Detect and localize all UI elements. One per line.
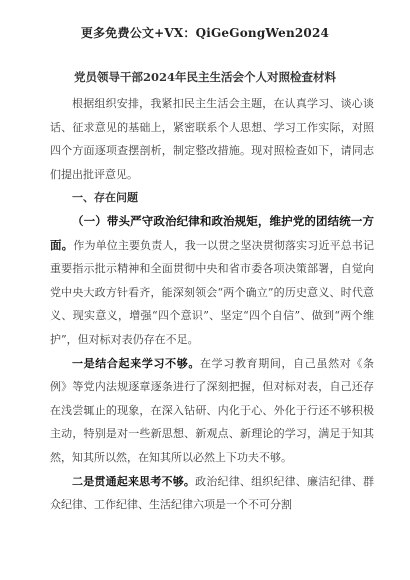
intro-paragraph: 根据组织安排，我紧扣民主生活会主题，在认真学习、谈心谈话、征求意见的基础上，紧密联系个人思想、学习工作实际，对照四个方面逐项查摆剖析，制定整改措施。现对照检查如下，请同志们提出批评意见。 bbox=[50, 97, 374, 181]
point-paragraph-1 bbox=[50, 352, 374, 470]
point-lead-1: 一是结合起来学习不够。 bbox=[72, 356, 201, 370]
subsection-text: 作为单位主要负责人，我一以贯之坚决贯彻落实习近平总书记重要指示批示精神和全面贯彻中央和省市委各项决策部署，自觉向党中央大政方针看齐，能深刻领会“两个确立”的历史意义、时代意义、现实意义，增强“四个意识”、坚定“四个自信”、做到“两个维护”，但对标对表仍存在不足。 bbox=[50, 238, 375, 346]
point-lead-2: 二是贯通起来思考不够。 bbox=[72, 474, 196, 488]
subsection-paragraph bbox=[50, 210, 374, 352]
promo-banner: 更多免费公文+VX：QiGeGongWen2024 bbox=[80, 26, 330, 40]
point-text-2: 政治纪律、组织纪律、廉洁纪律、群众纪律、工作纪律、生活纪律六项是一个不可分割 bbox=[50, 474, 375, 512]
point-text-1: 在学习教育期间，自己虽然对《条例》等党内法规逐章逐条进行了深刻把握，但对标对表，自己还存在浅尝辄止的现象，在深入钻研、内化于心、外化于行还不够积极主动，特别是对一些新思想、新观点、新理论的学习，满足于知其然，知其所以然，在知其所以必然上下功夫不够。 bbox=[50, 356, 375, 464]
point-paragraph-2 bbox=[50, 470, 374, 517]
document-body bbox=[50, 92, 374, 517]
section-heading: 一、存在问题 bbox=[72, 191, 138, 205]
document-title: 党员领导干部2024年民主生活会个人对照检查材料 bbox=[73, 70, 336, 84]
subsection-heading: （一）带头严守政治纪律和政治规矩，维护党的团结统一方面。 bbox=[50, 213, 374, 252]
